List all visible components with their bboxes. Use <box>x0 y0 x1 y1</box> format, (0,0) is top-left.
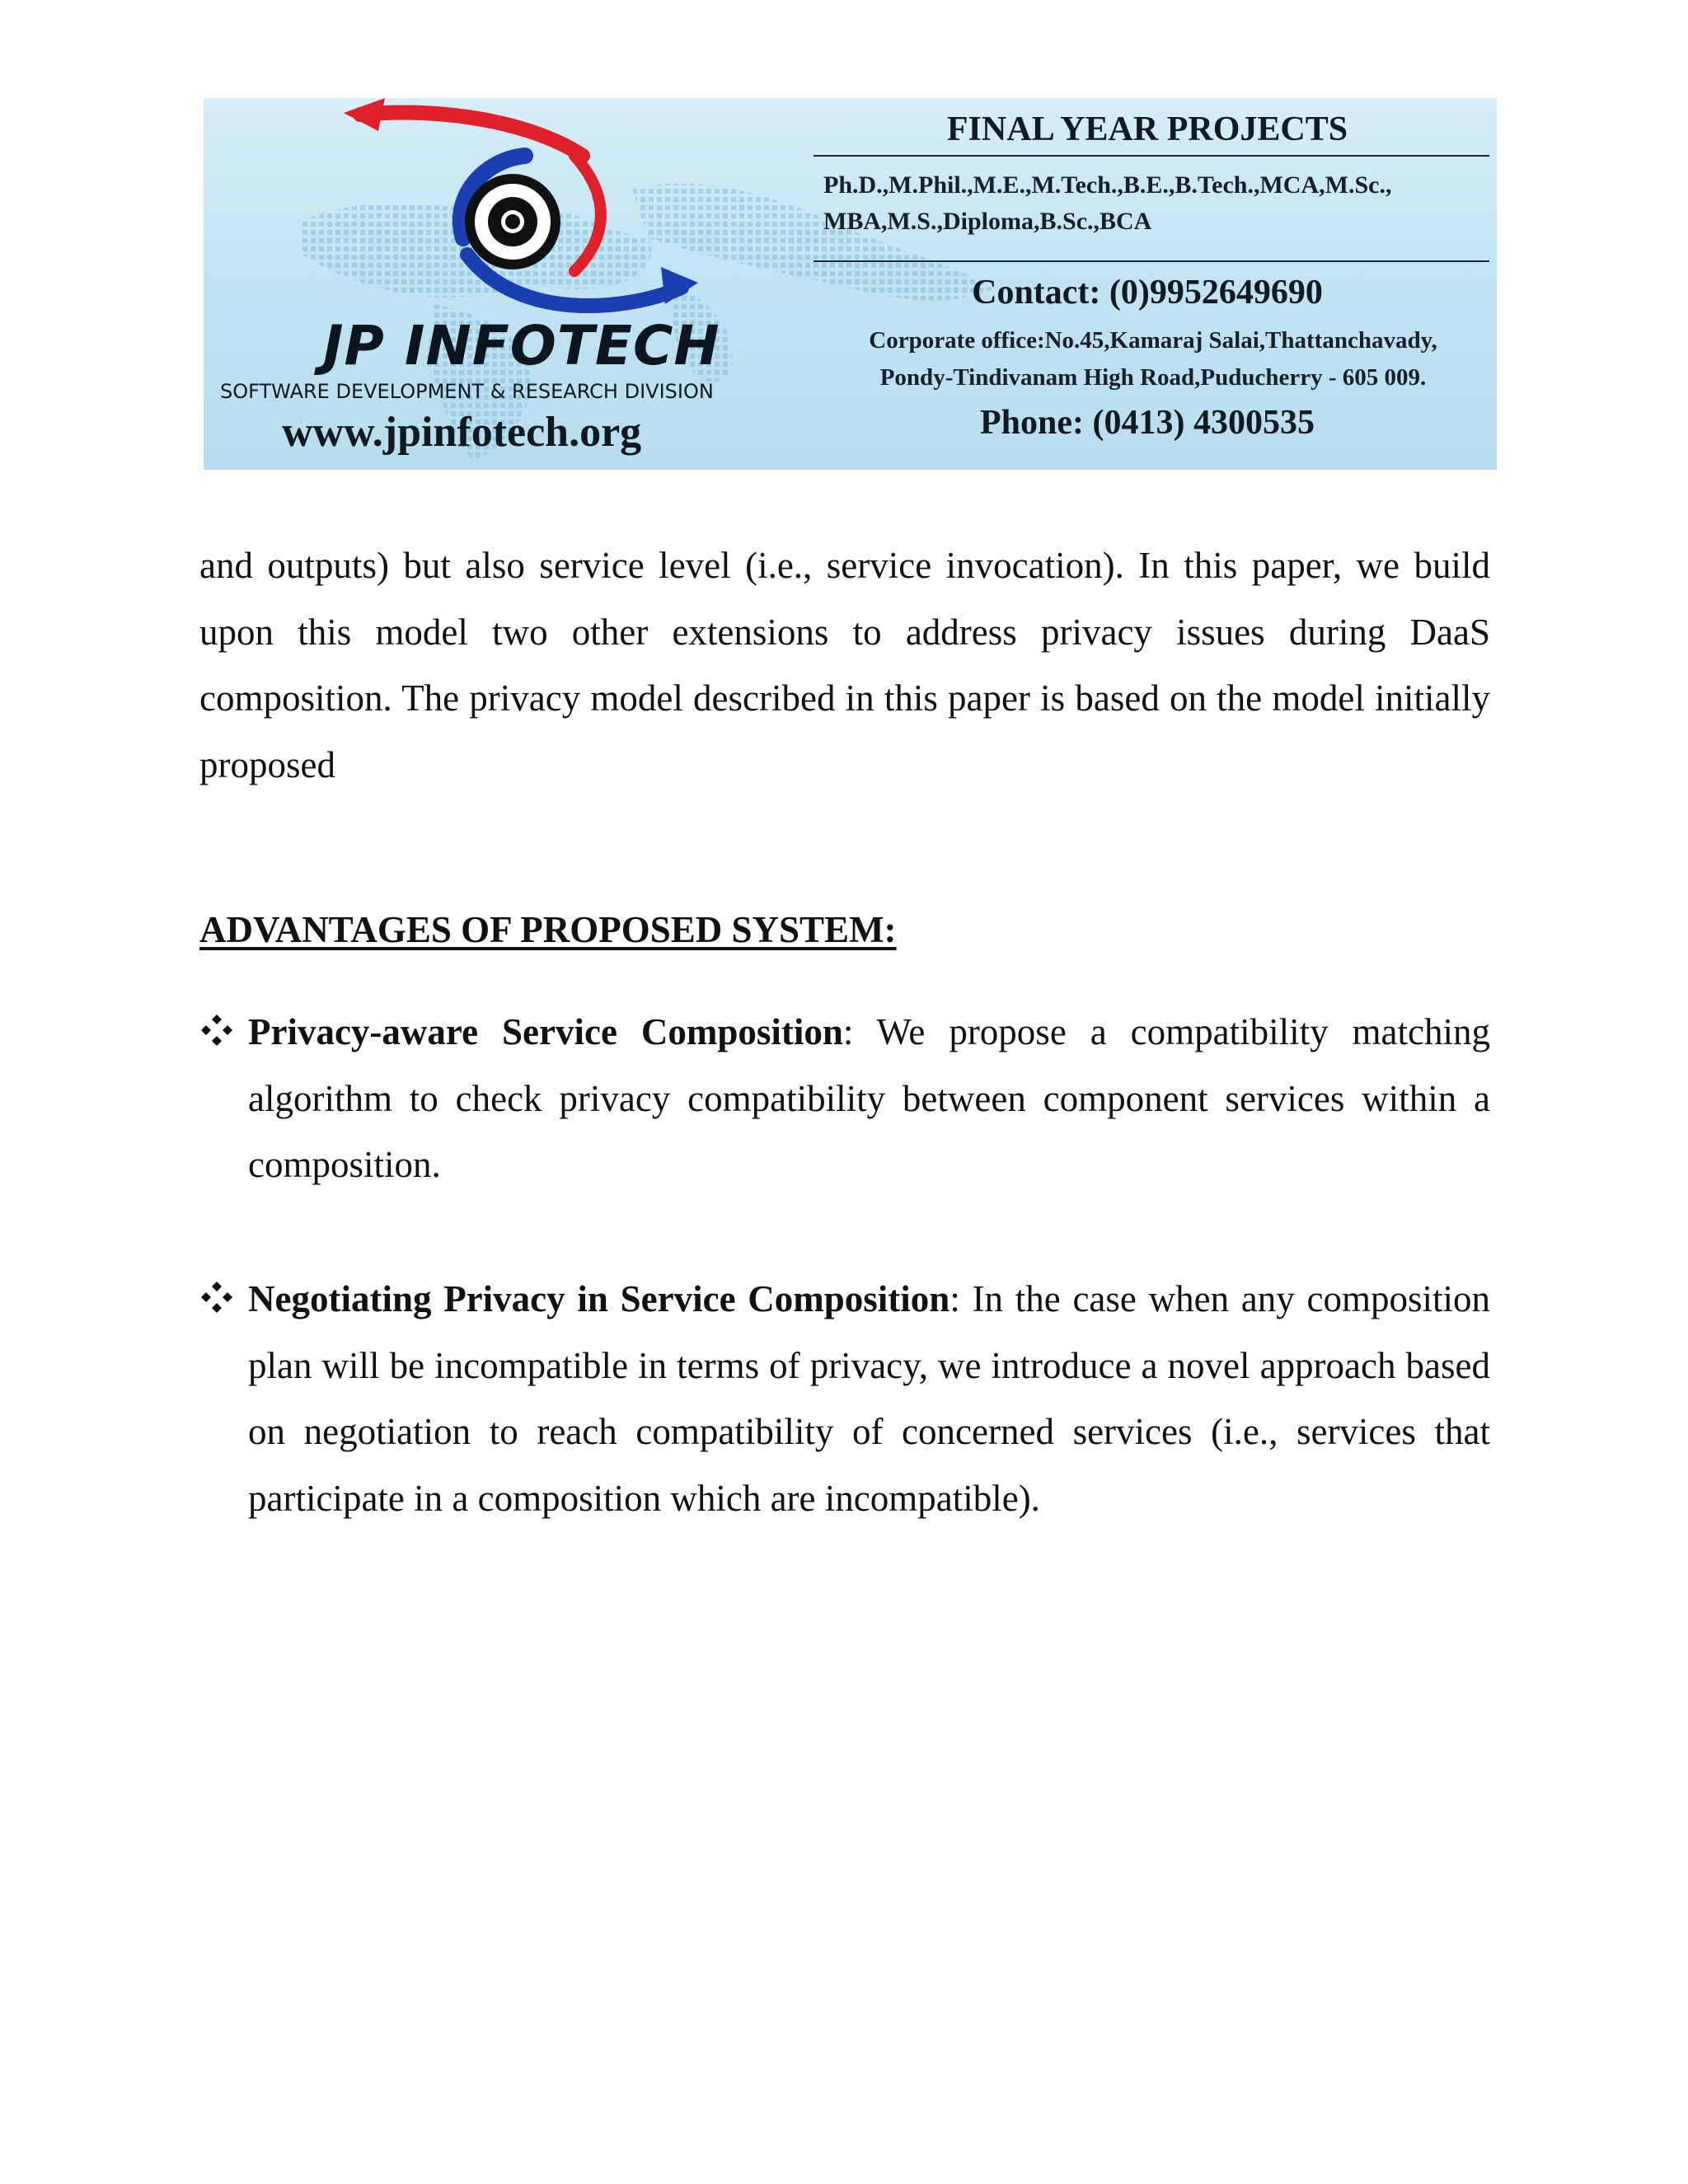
list-item-text <box>248 999 1490 1198</box>
banner-title: FINAL YEAR PROJECTS <box>946 110 1348 148</box>
diamond-bullet-icon <box>199 1280 234 1315</box>
degree-list <box>823 167 1483 240</box>
brand-tagline: SOFTWARE DEVELOPMENT & RESEARCH DIVISION <box>220 380 714 403</box>
phone-number: Phone: (0413) 4300535 <box>980 404 1315 442</box>
degree-line: Ph.D.,M.Phil.,M.E.,M.Tech.,B.E.,B.Tech.,MCA,M.Sc., <box>823 171 1392 199</box>
list-item-title: Privacy-aware Service Composition <box>248 1011 843 1052</box>
section-heading: ADVANTAGES OF PROPOSED SYSTEM: <box>199 909 897 950</box>
contact-number: Contact: (0)9952649690 <box>972 274 1323 312</box>
header-banner <box>204 98 1497 470</box>
list-item-text <box>248 1266 1490 1531</box>
list-item-description: : We propose a compatibility matching algorithm to check privacy compatibility between component services within a composition. <box>248 1011 1490 1185</box>
list-item-title: Negotiating Privacy in Service Composition <box>248 1278 950 1319</box>
brand-name: JP INFOTECH <box>323 314 720 377</box>
office-address <box>815 322 1491 396</box>
degree-line: MBA,M.S.,Diploma,B.Sc.,BCA <box>823 208 1152 235</box>
intro-paragraph: and outputs) but also service level (i.e., service invocation). In this paper, we build upon this model two other extensions to address privacy issues during DaaS composition. The privacy model described in this paper is based on the model initially proposed <box>199 545 1490 785</box>
eye-target-logo-icon <box>327 98 805 345</box>
diamond-bullet-icon <box>199 1013 234 1047</box>
list-item-description: : In the case when any composition plan will be incompatible in terms of privacy, we introduce a novel approach based on negotiation to reach compatibility of concerned services (i.e., services that participate in a composition which are incompatible). <box>248 1278 1490 1519</box>
banner-divider <box>814 155 1489 157</box>
address-line: Pondy-Tindivanam High Road,Puducherry - 605 009. <box>879 364 1427 391</box>
banner-divider <box>814 260 1489 262</box>
brand-url[interactable]: www.jpinfotech.org <box>282 409 642 456</box>
address-line: Corporate office:No.45,Kamaraj Salai,Thattanchavady, <box>869 327 1437 354</box>
